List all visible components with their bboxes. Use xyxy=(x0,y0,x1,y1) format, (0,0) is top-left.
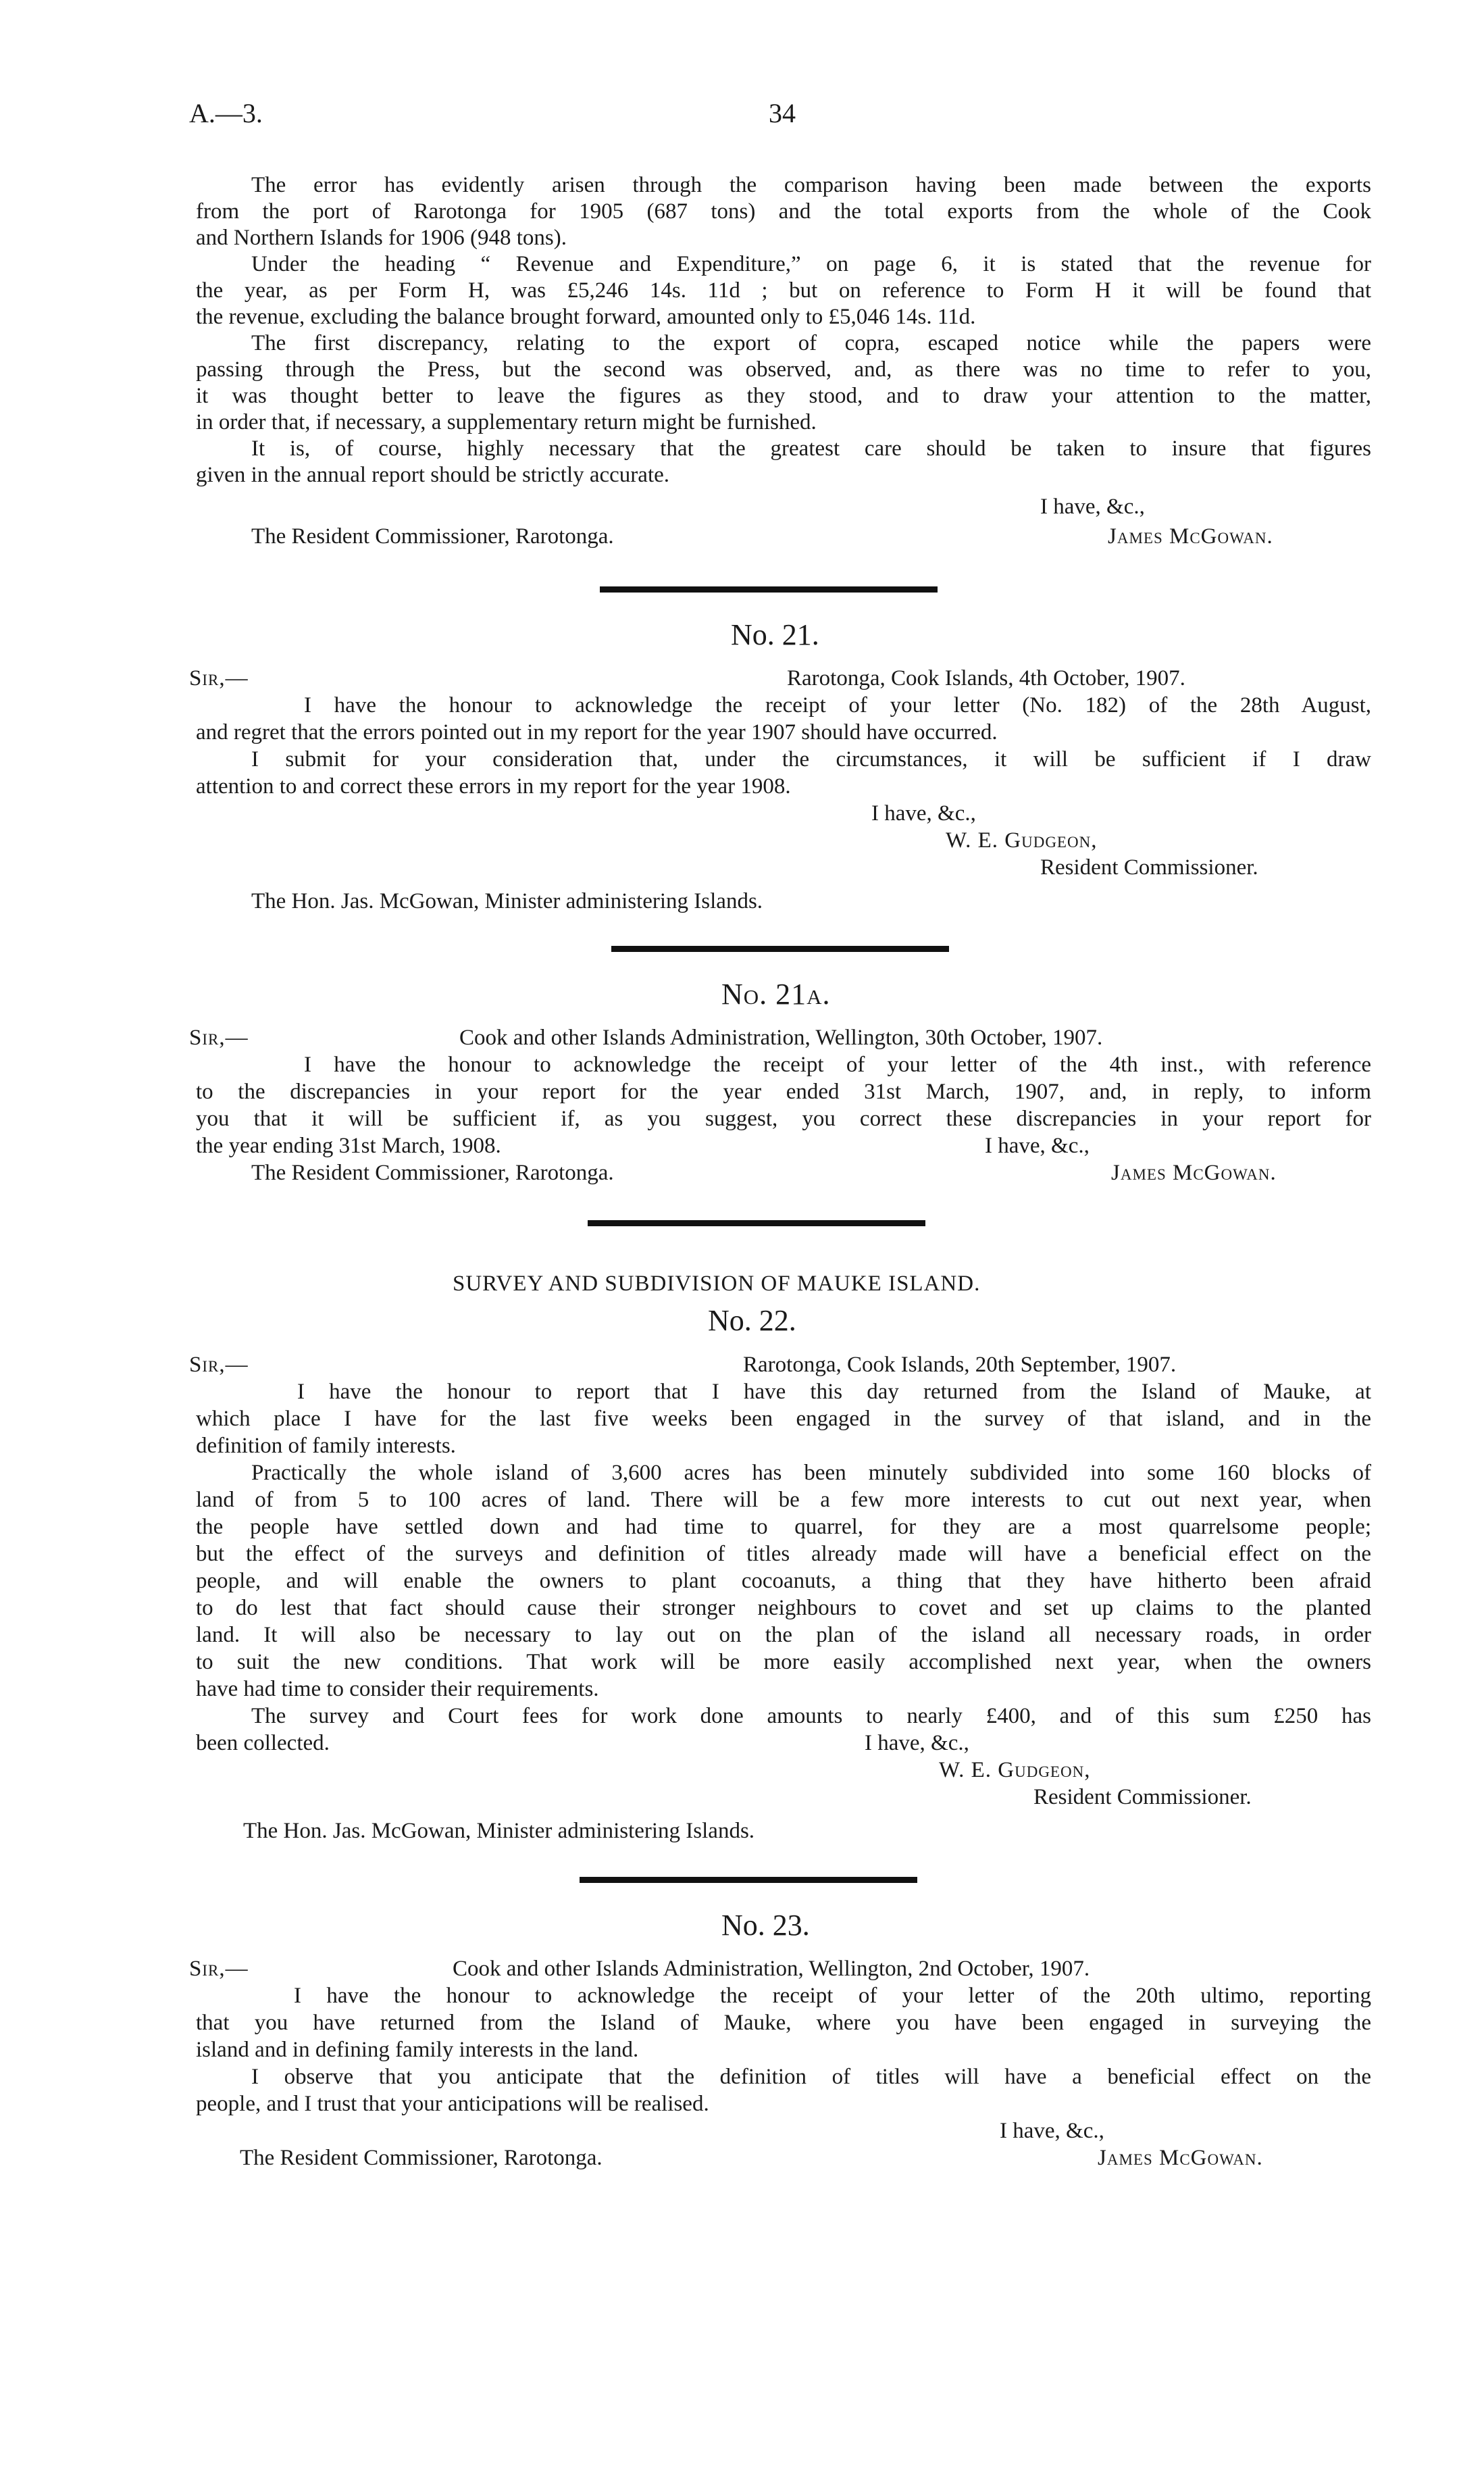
body-line: land. It will also be necessary to lay out on the plan of the island all necessary roads, in order xyxy=(196,1623,1371,1647)
body-line: attention to and correct these errors in my report for the year 1908. xyxy=(196,774,791,799)
body-line: land of from 5 to 100 acres of land. There will be a few more interests to cut out next year, when xyxy=(196,1488,1371,1512)
closing: I have, &c., xyxy=(985,1134,1090,1158)
body-line: I have the honour to acknowledge the receipt of your letter of the 20th ultimo, reporting xyxy=(294,1984,1371,2008)
body-line: The error has evidently arisen through the comparison having been made between the exports xyxy=(251,173,1371,197)
page-ref: A.—3. xyxy=(189,98,263,128)
body-line: it was thought better to leave the figures as they stood, and to draw your attention to the matter, xyxy=(196,384,1371,408)
body-line: the revenue, excluding the balance brought forward, amounted only to £5,046 14s. 11d. xyxy=(196,305,976,329)
body-line: definition of family interests. xyxy=(196,1434,456,1458)
body-line: island and in defining family interests in the land. xyxy=(196,2038,639,2062)
body-line: I submit for your consideration that, under the circumstances, it will be sufficient if I draw xyxy=(251,747,1371,772)
body-line: you that it will be sufficient if, as you suggest, you correct these discrepancies in your report for xyxy=(196,1107,1371,1131)
body-line: the year ending 31st March, 1908. xyxy=(196,1134,501,1158)
body-line: the people have settled down and had time to quarrel, for they are a most quarrelsome people; xyxy=(196,1515,1371,1539)
body-line: which place I have for the last five weeks been engaged in the survey of that island, and in the xyxy=(196,1407,1371,1431)
body-line: to suit the new conditions. That work will be more easily accomplished next year, when the owners xyxy=(196,1650,1371,1674)
body-line: have had time to consider their requirements. xyxy=(196,1677,599,1701)
addressee: The Hon. Jas. McGowan, Minister administering Islands. xyxy=(243,1819,755,1843)
body-line: given in the annual report should be strictly accurate. xyxy=(196,463,670,487)
body-line: I observe that you anticipate that the definition of titles will have a beneficial effect on the xyxy=(251,2065,1371,2089)
closing: I have, &c., xyxy=(871,801,976,826)
salutation: Sir,— xyxy=(189,666,249,690)
signature: James McGowan. xyxy=(1098,2146,1263,2170)
addressee: The Resident Commissioner, Rarotonga. xyxy=(240,2146,603,2170)
letter-number: No. 21a. xyxy=(721,978,831,1011)
body-line: passing through the Press, but the second was observed, and, as there was no time to refer to you, xyxy=(196,357,1371,382)
body-line: in order that, if necessary, a supplementary return might be furnished. xyxy=(196,410,817,434)
letter-number: No. 21. xyxy=(731,618,819,651)
signature-title: Resident Commissioner. xyxy=(1033,1785,1252,1809)
body-line: I have the honour to acknowledge the receipt of your letter of the 4th inst., with reference xyxy=(304,1053,1371,1077)
section-divider xyxy=(580,1877,917,1883)
salutation: Sir,— xyxy=(189,1026,249,1050)
body-line: Practically the whole island of 3,600 acres has been minutely subdivided into some 160 blocks of xyxy=(251,1461,1371,1485)
signature: James McGowan. xyxy=(1108,524,1273,549)
closing: I have, &c., xyxy=(1000,2119,1104,2143)
body-line: that you have returned from the Island of Mauke, where you have been engaged in surveying the xyxy=(196,2011,1371,2035)
section-divider xyxy=(600,586,938,593)
salutation: Sir,— xyxy=(189,1957,249,1981)
signature: W. E. Gudgeon, xyxy=(946,828,1098,853)
closing: I have, &c., xyxy=(865,1731,969,1755)
addressee: The Resident Commissioner, Rarotonga. xyxy=(251,1161,614,1185)
body-line: I have the honour to report that I have this day returned from the Island of Mauke, at xyxy=(297,1380,1371,1404)
body-line: and regret that the errors pointed out in my report for the year 1907 should have occurred. xyxy=(196,720,998,745)
body-line: and Northern Islands for 1906 (948 tons). xyxy=(196,226,567,250)
body-line: people, and I trust that your anticipations will be realised. xyxy=(196,2092,709,2116)
addressee: The Hon. Jas. McGowan, Minister administering Islands. xyxy=(251,889,763,913)
signature: James McGowan. xyxy=(1111,1161,1277,1185)
letter-number: No. 23. xyxy=(721,1909,810,1942)
place-date: Cook and other Islands Administration, Wellington, 30th October, 1907. xyxy=(459,1026,1103,1050)
body-line: I have the honour to acknowledge the receipt of your letter (No. 182) of the 28th August, xyxy=(304,693,1371,718)
body-line: The first discrepancy, relating to the export of copra, escaped notice while the papers were xyxy=(251,331,1371,355)
body-line: people, and will enable the owners to plant cocoanuts, a thing that they have hitherto been afraid xyxy=(196,1569,1371,1593)
body-line: It is, of course, highly necessary that the greatest care should be taken to insure that figures xyxy=(251,436,1371,461)
signature: W. E. Gudgeon, xyxy=(939,1758,1091,1782)
closing: I have, &c., xyxy=(1040,495,1145,519)
body-line: Under the heading “ Revenue and Expenditure,” on page 6, it is stated that the revenue for xyxy=(251,252,1371,276)
section-divider xyxy=(588,1220,925,1226)
signature-title: Resident Commissioner. xyxy=(1040,855,1258,880)
body-line: to the discrepancies in your report for the year ended 31st March, 1907, and, in reply, to inform xyxy=(196,1080,1371,1104)
place-date: Rarotonga, Cook Islands, 4th October, 1907. xyxy=(787,666,1185,690)
body-line: The survey and Court fees for work done amounts to nearly £400, and of this sum £250 has xyxy=(251,1704,1371,1728)
body-line: but the effect of the surveys and definition of titles already made will have a beneficial effect on the xyxy=(196,1542,1371,1566)
addressee: The Resident Commissioner, Rarotonga. xyxy=(251,524,614,549)
place-date: Rarotonga, Cook Islands, 20th September, 1907. xyxy=(743,1353,1177,1377)
section-divider xyxy=(611,946,949,952)
place-date: Cook and other Islands Administration, Wellington, 2nd October, 1907. xyxy=(453,1957,1090,1981)
salutation: Sir,— xyxy=(189,1353,249,1377)
body-line: been collected. xyxy=(196,1731,330,1755)
page-number: 34 xyxy=(769,98,796,128)
letter-number: No. 22. xyxy=(708,1304,796,1337)
body-line: to do lest that fact should cause their stronger neighbours to covet and set up claims to the planted xyxy=(196,1596,1371,1620)
body-line: the year, as per Form H, was £5,246 14s. 11d ; but on reference to Form H it will be found that xyxy=(196,278,1371,303)
body-line: from the port of Rarotonga for 1905 (687 tons) and the total exports from the whole of the Cook xyxy=(196,199,1371,224)
section-title: SURVEY AND SUBDIVISION OF MAUKE ISLAND. xyxy=(453,1272,981,1296)
